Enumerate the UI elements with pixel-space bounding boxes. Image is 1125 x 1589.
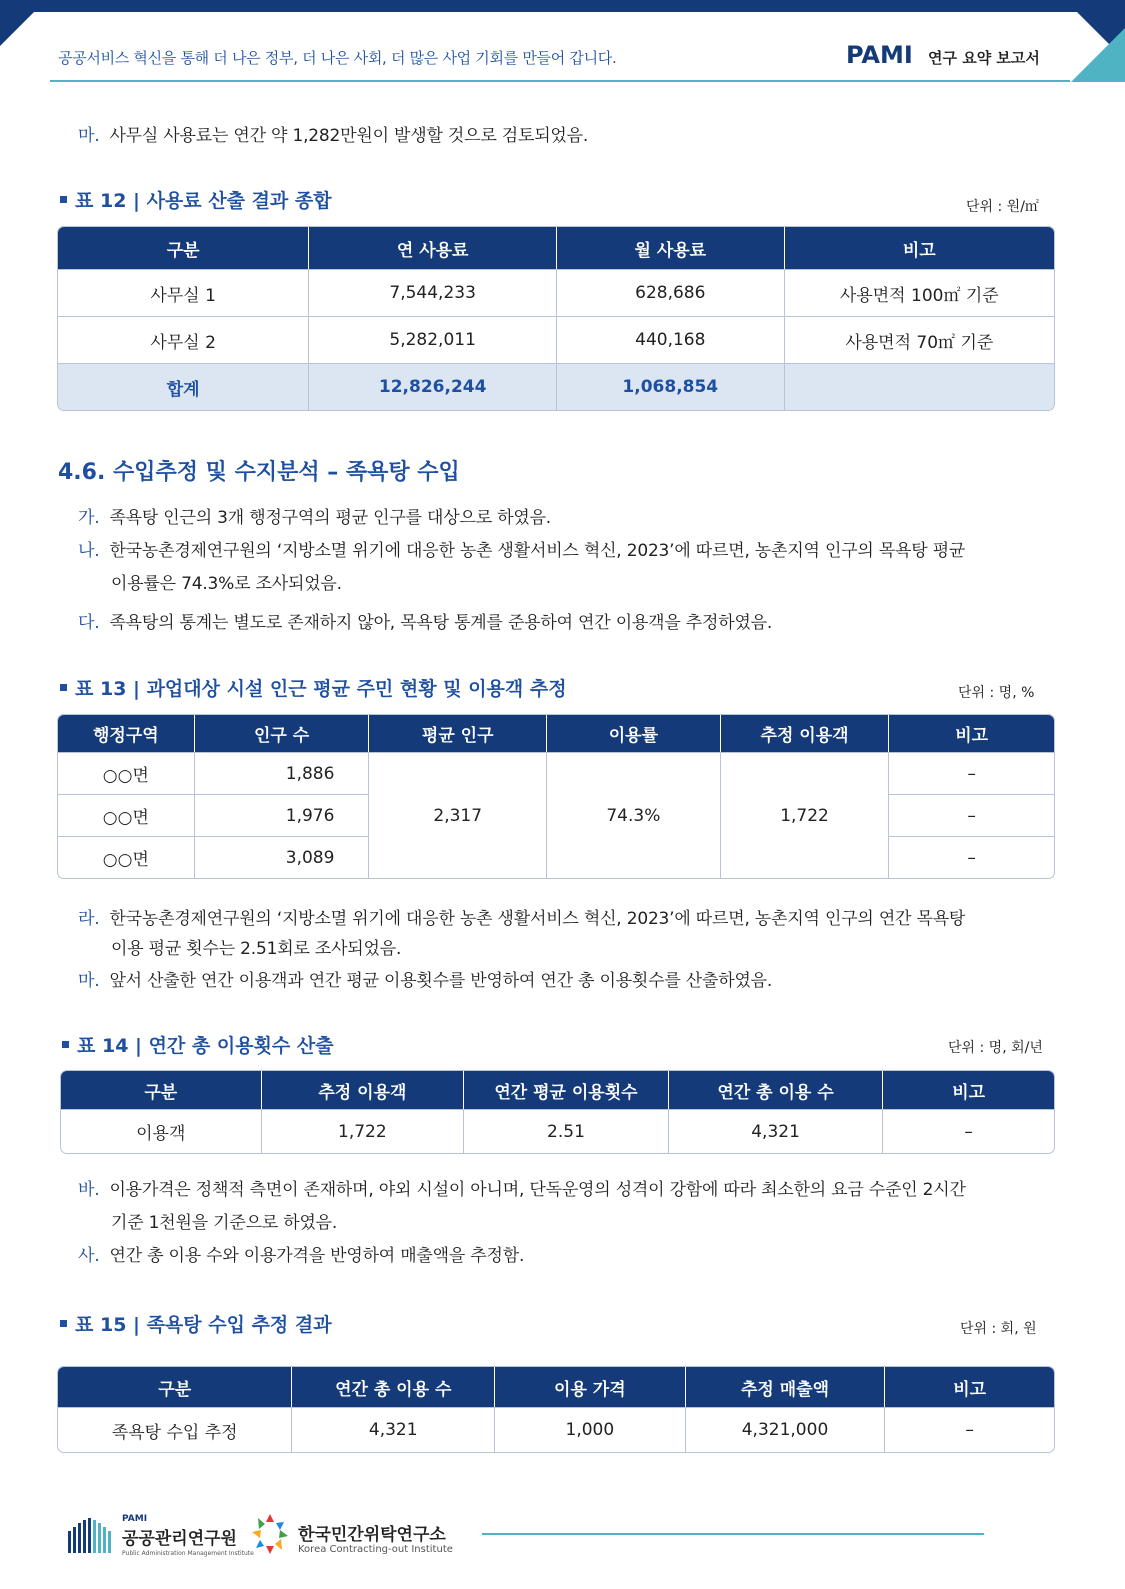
table12-cell: 628,686: [556, 269, 784, 316]
table15-title: 표 15 | 족욕탕 수입 추정 결과: [60, 1310, 332, 1337]
footer-org2-en: Korea Contracting-out Institute: [298, 1544, 453, 1555]
table13-unit: 단위 : 명, %: [958, 685, 1035, 701]
table15-header: 연간 총 이용 수: [291, 1367, 494, 1407]
table12-cell: 사무실 2: [58, 316, 308, 363]
table14-cell: 2.51: [463, 1109, 668, 1153]
table12-cell: 사용면적 70㎡ 기준: [784, 316, 1054, 363]
table13-cell: 1,976: [194, 794, 369, 836]
table12: [57, 226, 1055, 411]
table14-cell: 1,722: [261, 1109, 464, 1153]
table13-header: 행정구역: [58, 715, 194, 752]
table15-header: 비고: [884, 1367, 1054, 1407]
table12-header: 월 사용료: [556, 227, 784, 269]
table-row: [58, 1407, 1054, 1452]
intro-paragraph: [78, 120, 588, 153]
header-report-title: 연구 요약 보고서: [928, 49, 1040, 67]
table14-header: 추정 이용객: [261, 1071, 464, 1109]
bullet-square-icon: [60, 684, 67, 691]
table13-cell: 1,886: [194, 752, 369, 794]
table14-cell: 4,321: [668, 1109, 883, 1153]
table15-header: 이용 가격: [494, 1367, 685, 1407]
footer-divider: [482, 1533, 984, 1535]
table15-header: 추정 매출액: [685, 1367, 885, 1407]
table13-cell: 1,722: [720, 752, 889, 878]
table13-header: 이용률: [546, 715, 720, 752]
table15-header: 구분: [58, 1367, 291, 1407]
table12-cell: [784, 363, 1054, 410]
table12-header: 구분: [58, 227, 308, 269]
kcoi-logo-icon: [250, 1512, 290, 1556]
table15: [57, 1366, 1055, 1453]
paragraph-ga: 가. 족욕탕 인근의 3개 행정구역의 평균 인구를 대상으로 하였음.: [78, 508, 552, 528]
table15-cell: 1,000: [494, 1407, 685, 1452]
table13-cell: ○○면: [58, 836, 194, 878]
table13-cell: ○○면: [58, 752, 194, 794]
table12-cell: 12,826,244: [308, 363, 556, 410]
table14-header: 비고: [882, 1071, 1054, 1109]
footer-org1-en: Public Administration Management Institute: [122, 1550, 254, 1557]
footer-org1-small: PAMI: [122, 1514, 148, 1524]
table15-unit: 단위 : 회, 원: [960, 1321, 1037, 1337]
table-row: [58, 316, 1054, 363]
table-row: [58, 269, 1054, 316]
table12-total-row: [58, 363, 1054, 410]
table15-cell: –: [884, 1407, 1054, 1452]
table13-header: 인구 수: [194, 715, 369, 752]
table15-cell: 4,321: [291, 1407, 494, 1452]
table13-cell: 3,089: [194, 836, 369, 878]
table14-cell: –: [882, 1109, 1054, 1153]
table14-unit: 단위 : 명, 회/년: [948, 1040, 1043, 1056]
table12-cell: 440,168: [556, 316, 784, 363]
intro-label: 마.: [78, 126, 100, 146]
footer-org1-name: 공공관리연구원: [122, 1529, 237, 1549]
table14-title: 표 14 | 연간 총 이용횟수 산출: [62, 1031, 334, 1058]
table13-cell: ○○면: [58, 794, 194, 836]
paragraph-sa: 사. 연간 총 이용 수와 이용가격을 반영하여 매출액을 추정함.: [78, 1246, 525, 1266]
table14-cell: 이용객: [61, 1109, 261, 1153]
table12-cell: 사무실 1: [58, 269, 308, 316]
table13-cell: –: [888, 794, 1054, 836]
header-band: [0, 0, 1125, 12]
table15-cell: 4,321,000: [685, 1407, 885, 1452]
paragraph-da: 다. 족욕탕의 통계는 별도로 존재하지 않아, 목욕탕 통계를 준용하여 연간 이용객을 추정하였음.: [78, 613, 773, 633]
table12-header: 비고: [784, 227, 1054, 269]
intro-text: 사무실 사용료는 연간 약 1,282만원이 발생할 것으로 검토되었음.: [109, 126, 589, 146]
table13-header: 비고: [888, 715, 1054, 752]
table12-cell: 사용면적 100㎡ 기준: [784, 269, 1054, 316]
table13-cell: –: [888, 836, 1054, 878]
header-corner-right: [1045, 0, 1125, 84]
table15-cell: 족욕탕 수입 추정: [58, 1407, 291, 1452]
table13: [57, 714, 1055, 879]
table-row: [58, 752, 1054, 794]
header-slogan: 공공서비스 혁신을 통해 더 나은 정부, 더 나은 사회, 더 많은 사업 기회를 만들어 갑니다.: [58, 49, 617, 67]
table13-header: 평균 인구: [368, 715, 546, 752]
table12-cell: 1,068,854: [556, 363, 784, 410]
table12-unit: 단위 : 원/㎡: [966, 199, 1039, 215]
table-row: [61, 1109, 1054, 1153]
table14: [60, 1070, 1055, 1154]
table12-header: 연 사용료: [308, 227, 556, 269]
paragraph-na: 나. 한국농촌경제연구원의 ‘지방소멸 위기에 대응한 농촌 생활서비스 혁신, 2023’에 따르면, 농촌지역 인구의 목욕탕 평균 이용률은 74.3%로 조사되었음.: [78, 541, 966, 594]
pami-logo-icon: [68, 1517, 112, 1555]
bullet-square-icon: [60, 196, 67, 203]
header-corner-left: [0, 12, 34, 46]
paragraph-ma: 마. 앞서 산출한 연간 이용객과 연간 평균 이용횟수를 반영하여 연간 총 이용횟수를 산출하였음.: [78, 971, 773, 991]
paragraph-ba: 바. 이용가격은 정책적 측면이 존재하며, 야외 시설이 아니며, 단독운영의 성격이 강함에 따라 최소한의 요금 수준인 2시간 기준 1천원을 기준으로 하였음.: [78, 1180, 966, 1233]
bullet-square-icon: [60, 1320, 67, 1327]
table13-header: 추정 이용객: [720, 715, 889, 752]
table14-header: 구분: [61, 1071, 261, 1109]
paragraph-ra: 라. 한국농촌경제연구원의 ‘지방소멸 위기에 대응한 농촌 생활서비스 혁신, 2023’에 따르면, 농촌지역 인구의 연간 목욕탕 이용 평균 횟수는 2.51회로 조사되었음.: [78, 909, 966, 959]
table12-cell: 7,544,233: [308, 269, 556, 316]
footer-org2-name: 한국민간위탁연구소: [298, 1525, 446, 1545]
table13-title: 표 13 | 과업대상 시설 인근 평균 주민 현황 및 이용객 추정: [60, 674, 567, 701]
table13-cell: 2,317: [368, 752, 546, 878]
table14-header: 연간 총 이용 수: [668, 1071, 883, 1109]
table12-cell: 5,282,011: [308, 316, 556, 363]
header-brand: PAMI: [846, 41, 913, 69]
table13-cell: 74.3%: [546, 752, 720, 878]
header-divider: [50, 80, 1070, 82]
table12-cell: 합계: [58, 363, 308, 410]
table12-title: 표 12 | 사용료 산출 결과 종합: [60, 186, 332, 213]
section-title: 4.6. 수입추정 및 수지분석 – 족욕탕 수입: [58, 460, 460, 485]
table13-cell: –: [888, 752, 1054, 794]
table14-header: 연간 평균 이용횟수: [463, 1071, 668, 1109]
bullet-square-icon: [62, 1041, 69, 1048]
